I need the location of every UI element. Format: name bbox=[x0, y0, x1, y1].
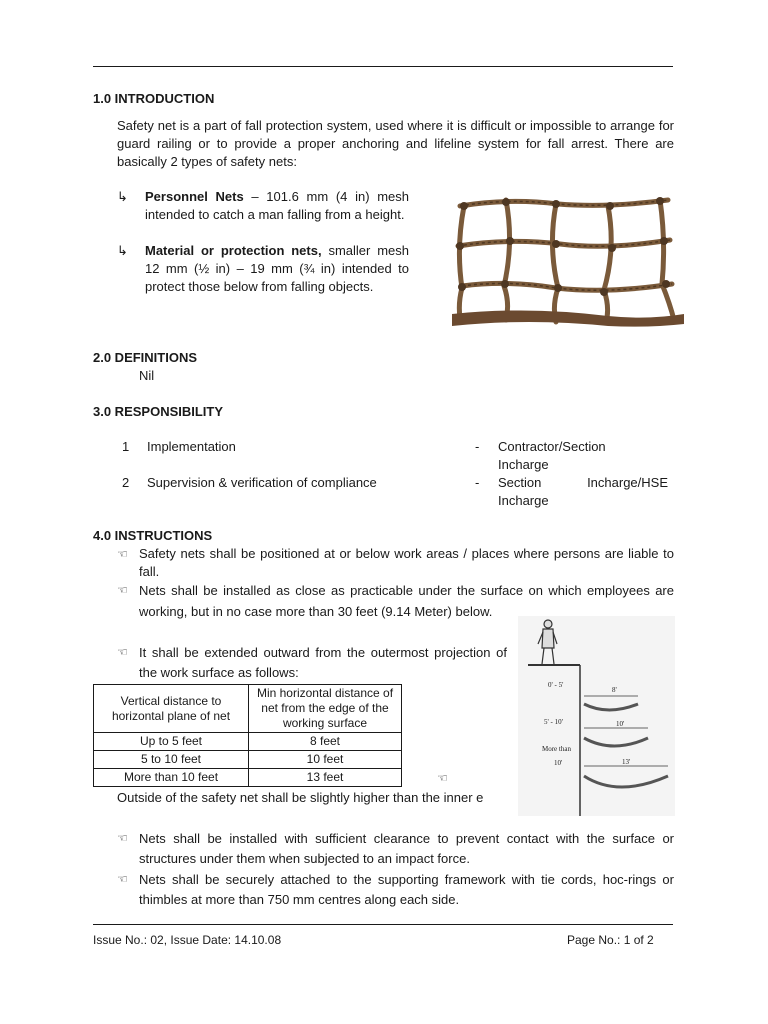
section-heading-instructions: 4.0 INSTRUCTIONS bbox=[93, 528, 213, 543]
responsibility-row-task: Supervision & verification of compliance bbox=[147, 475, 377, 490]
pointing-hand-icon: ☜ bbox=[117, 645, 128, 659]
responsibility-row-owner: Section Incharge/HSE bbox=[498, 475, 668, 490]
outside-net-text: Outside of the safety net shall be slightly higher than the inner e bbox=[117, 790, 484, 805]
table-cell: 13 feet bbox=[249, 769, 402, 787]
bullet-material-nets bbox=[145, 242, 409, 296]
table-row bbox=[94, 751, 402, 769]
section-heading-responsibility: 3.0 RESPONSIBILITY bbox=[93, 404, 224, 419]
arrow-bullet-icon: ↳ bbox=[117, 243, 128, 258]
diagram-label: 8' bbox=[612, 686, 617, 694]
table-header-cell: Min horizontal distance of net from the edge of the working surface bbox=[249, 685, 402, 733]
net-distance-table bbox=[93, 684, 402, 787]
responsibility-row-owner: Contractor/Section bbox=[498, 439, 606, 454]
bullet-personnel-nets bbox=[145, 188, 409, 224]
responsibility-row-owner: Incharge bbox=[498, 493, 549, 508]
footer-page-number: Page No.: 1 of 2 bbox=[567, 933, 654, 947]
header-rule bbox=[93, 66, 673, 67]
diagram-label: 10' bbox=[554, 759, 563, 767]
intro-paragraph: Safety net is a part of fall protection system, used where it is difficult or impossible to arrange for guard railing or to provide a proper anchoring and lifeline system for fall arrest. There are basically 2 types of safety nets: bbox=[117, 118, 674, 169]
diagram-label: More than bbox=[542, 745, 571, 753]
instruction-item: Nets shall be securely attached to the supporting framework with tie cords, hoc-rings or thimbles at more than 750 mm centres along each side. bbox=[139, 872, 674, 907]
section-heading-definitions: 2.0 DEFINITIONS bbox=[93, 350, 198, 365]
instruction-item: Nets shall be installed with sufficient clearance to prevent contact with the surface or structures under them when subjected to an impact force. bbox=[139, 831, 674, 866]
responsibility-row-owner: Incharge bbox=[498, 457, 549, 472]
table-cell: 8 feet bbox=[249, 733, 402, 751]
footer-issue: Issue No.: 02, Issue Date: 14.10.08 bbox=[93, 933, 282, 947]
table-header-cell: Vertical distance to horizontal plane of net bbox=[94, 685, 249, 733]
definitions-body: Nil bbox=[139, 368, 155, 383]
instruction-text: Nets shall be installed as close as practicable under the surface on which employees are working, but in no case more than 30 feet (9.14 Meter) below. bbox=[139, 583, 674, 619]
responsibility-row-task: Implementation bbox=[147, 439, 236, 454]
instruction-item: It shall be extended outward from the outermost projection of the work surface as follows: bbox=[139, 645, 507, 680]
bullet-label: Material or protection nets, bbox=[145, 243, 322, 258]
pointing-hand-icon: ☜ bbox=[117, 872, 128, 886]
pointing-hand-icon: ☜ bbox=[117, 583, 128, 597]
instruction-item: Safety nets shall be positioned at or below work areas / places where persons are liable to fall. bbox=[139, 546, 674, 579]
responsibility-row-dash: - bbox=[475, 475, 480, 490]
table-cell: Up to 5 feet bbox=[94, 733, 249, 751]
diagram-label: 13' bbox=[622, 758, 631, 766]
pointing-hand-icon: ☜ bbox=[437, 771, 448, 785]
footer-rule bbox=[93, 924, 673, 925]
rope-net-image bbox=[448, 188, 688, 328]
table-cell: 5 to 10 feet bbox=[94, 751, 249, 769]
bullet-label: Personnel Nets bbox=[145, 189, 244, 204]
pointing-hand-icon: ☜ bbox=[117, 831, 128, 845]
diagram-label: 5' - 10' bbox=[544, 718, 563, 726]
table-header-row bbox=[94, 685, 402, 733]
diagram-label: 10' bbox=[616, 720, 625, 728]
responsibility-row-number: 2 bbox=[122, 475, 130, 490]
bullet-text: smaller mesh 12 mm (½ in) – 19 mm (¾ in) intended to protect those below from falling objects. bbox=[145, 243, 409, 294]
table-cell: More than 10 feet bbox=[94, 769, 249, 787]
net-distance-diagram bbox=[518, 616, 675, 816]
responsibility-row-dash: - bbox=[475, 439, 480, 454]
pointing-hand-icon: ☜ bbox=[117, 547, 128, 561]
section-heading-introduction: 1.0 INTRODUCTION bbox=[93, 91, 215, 106]
table-row bbox=[94, 733, 402, 751]
diagram-label: 0' - 5' bbox=[548, 681, 564, 689]
arrow-bullet-icon: ↳ bbox=[117, 189, 128, 204]
responsibility-row-number: 1 bbox=[122, 439, 130, 454]
table-row bbox=[94, 769, 402, 787]
bullet-text: – 101.6 mm (4 in) mesh intended to catch a man falling from a height. bbox=[145, 189, 409, 222]
table-cell: 10 feet bbox=[249, 751, 402, 769]
